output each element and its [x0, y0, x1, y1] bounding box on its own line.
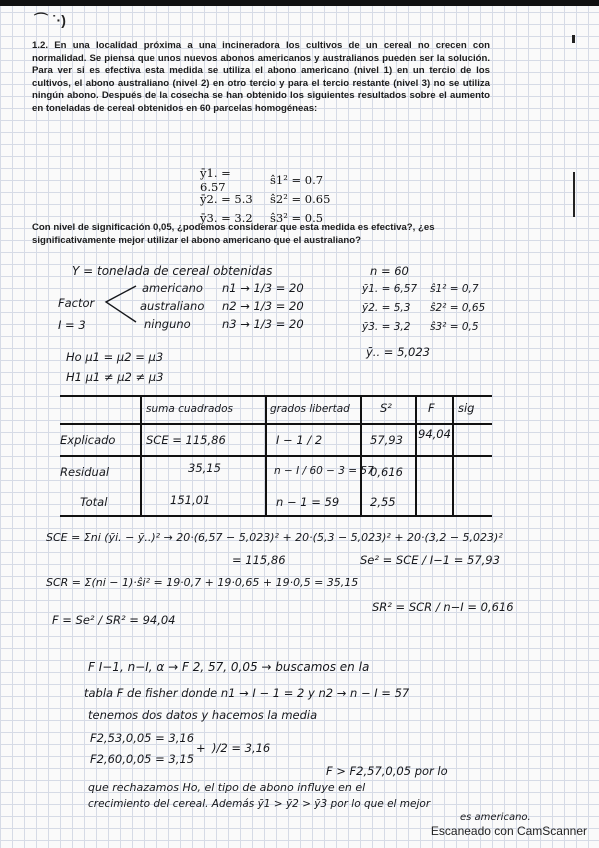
question-text: Con nivel de significación 0,05, ¿podemos considerar que esta medida es efectiva?, ¿es significativamente mejor utilizar el abono americano que el australiano?	[32, 222, 435, 246]
anova-table	[60, 395, 492, 517]
cell-gl-explicado: I − 1 / 2	[276, 433, 323, 447]
mean-note-2: ȳ2. = 5,3	[362, 302, 411, 314]
cell-s2-explicado: 57,93	[370, 433, 403, 447]
header-s2: S²	[380, 401, 392, 415]
table-line	[452, 395, 454, 517]
null-hypothesis: Ho μ1 = μ2 = μ3	[66, 350, 164, 364]
cell-scr: 35,15	[188, 461, 221, 475]
mean-1: ȳ1. = 6.57	[200, 165, 231, 194]
scan-top-edge	[0, 0, 599, 6]
header-sc: suma cuadrados	[146, 403, 233, 415]
table-line	[60, 455, 492, 457]
row-label-total: Total	[80, 495, 108, 509]
table-line	[60, 423, 492, 425]
row-label-residual: Residual	[60, 465, 110, 479]
media-line: tenemos dos datos y hacemos la media	[88, 708, 318, 722]
sr2-formula: SR² = SCR / n−I = 0,616	[372, 600, 514, 614]
n-total: n = 60	[370, 264, 409, 278]
f-2-60: F2,60,0,05 = 3,15	[90, 752, 195, 766]
factor-brace	[100, 282, 140, 327]
scr-formula: SCR = Σ(ni − 1)·ŝi² = 19·0,7 + 19·0,65 + 19·0,5 = 35,15	[46, 576, 359, 589]
cell-gl-total: n − 1 = 59	[276, 495, 340, 509]
tabla-line: tabla F de fisher donde n1 → I − 1 = 2 y n2 → n − I = 57	[84, 686, 410, 700]
scanner-watermark: Escaneado con CamScanner	[430, 824, 587, 838]
f-2-53: F2,53,0,05 = 3,16	[90, 731, 195, 745]
mean-note-3: ȳ3. = 3,2	[362, 321, 411, 333]
cell-sct: 151,01	[170, 493, 211, 507]
var-note-1: ŝ1² = 0,7	[430, 283, 479, 295]
factor-label: Factor	[58, 296, 95, 310]
grand-mean: ȳ.. = 5,023	[366, 345, 430, 359]
level-3-name: ninguno	[144, 317, 191, 331]
average-result: )/2 = 3,16	[212, 741, 271, 755]
alt-hypothesis: H1 μ1 ≠ μ2 ≠ μ3	[66, 370, 164, 384]
level-1-name: americano	[142, 281, 203, 295]
conclusion-2: crecimiento del cereal. Además ȳ1 > ȳ2 > ȳ3 por lo que el mejor	[88, 798, 431, 810]
var-note-2: ŝ2² = 0,65	[430, 302, 486, 314]
se2-formula: Se² = SCE / I−1 = 57,93	[360, 553, 500, 567]
edge-bar	[573, 172, 575, 217]
var-3: ŝ3² = 0.5	[270, 210, 324, 225]
f-formula: F = Se² / SR² = 94,04	[52, 613, 176, 627]
conclusion-1: que rechazamos Ho, el tipo de abono influye en el	[88, 781, 366, 794]
level-2-name: australiano	[140, 299, 205, 313]
formula-row-2	[200, 189, 340, 208]
y-definition: Y = tonelada de cereal obtenidas	[72, 264, 273, 278]
cell-gl-residual: n − I / 60 − 3 = 57	[274, 465, 374, 477]
table-line	[60, 395, 492, 397]
problem-statement	[32, 40, 490, 116]
given-values	[200, 165, 340, 227]
header-sig: sig	[458, 401, 475, 415]
table-line	[415, 395, 417, 517]
mean-note-1: ȳ1. = 6,57	[362, 283, 418, 295]
cell-s2-residual: 0,616	[370, 465, 403, 479]
i-definition: I = 3	[58, 318, 86, 332]
table-line	[360, 395, 362, 517]
cell-sce: SCE = 115,86	[146, 433, 226, 447]
table-line	[60, 515, 492, 517]
header-gl: grados libertad	[270, 403, 350, 415]
mean-3: ȳ3. = 3.2	[200, 210, 253, 225]
level-2-n: n2 → 1/3 = 20	[222, 299, 304, 313]
level-1-n: n1 → 1/3 = 20	[222, 281, 304, 295]
header-marks: ⌒ ˙·)	[34, 12, 66, 28]
table-line	[140, 395, 142, 517]
mean-2: ȳ2. = 5.3	[200, 191, 253, 206]
plus-sign: +	[196, 741, 206, 755]
conclusion-f: F > F2,57,0,05 por lo	[326, 764, 448, 778]
conclusion-3: es americano.	[460, 812, 531, 823]
var-note-3: ŝ3² = 0,5	[430, 321, 479, 333]
row-label-explicado: Explicado	[60, 433, 116, 447]
sce-formula: SCE = Σni (ȳi. − ȳ..)² → 20·(6,57 − 5,023)² + 20·(5,3 − 5,023)² + 20·(3,2 − 5,023)²	[46, 531, 503, 544]
f-critical: F I−1, n−I, α → F 2, 57, 0,05 → buscamos en la	[88, 660, 370, 674]
sce-result: = 115,86	[232, 553, 286, 567]
cell-s2-total: 2,55	[370, 495, 396, 509]
var-1: ŝ1² = 0.7	[270, 172, 324, 187]
var-2: ŝ2² = 0.65	[270, 191, 331, 206]
edge-mark	[572, 35, 575, 43]
problem-paragraph: 1.2. En una localidad próxima a una incineradora los cultivos de un cereal no crecen con normalidad. Se piensa que unos nuevos abonos americanos y australianos pueden ser la solución. Para ver si es efectiva esta medida se utiliza el abono americano (nivel 1) en un tercio de los cultivos, el abono australiano (nivel 2) en otro tercio y para el tercio restante (nivel 3) no se utiliza ningún abono. Después de la cosecha se han obtenido los siguientes resultados sobre el aumento en toneladas de cereal obtenidos en 60 parcelas homogéneas:	[32, 40, 490, 114]
formula-row-1	[200, 165, 340, 194]
cell-f: 94,04	[418, 427, 451, 441]
level-3-n: n3 → 1/3 = 20	[222, 317, 304, 331]
table-line	[265, 395, 267, 517]
header-f: F	[428, 401, 435, 415]
